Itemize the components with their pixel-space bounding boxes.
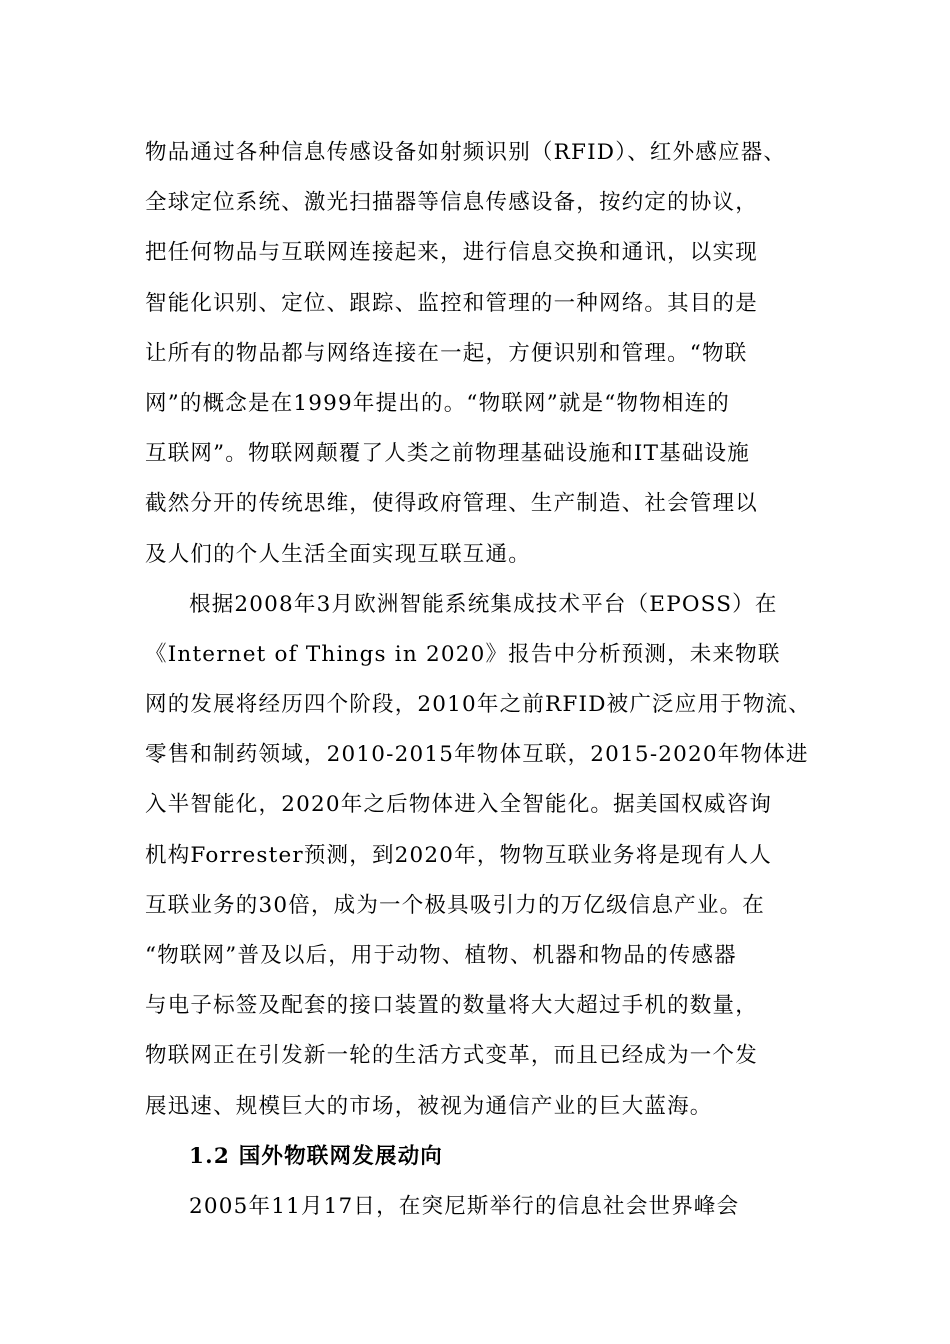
text-line: 物联网正在引发新一轮的生活方式变革，而且已经成为一个发 bbox=[145, 1043, 758, 1069]
text-line: 及人们的个人生活全面实现互联互通。 bbox=[145, 541, 531, 567]
text-line: 截然分开的传统思维，使得政府管理、生产制造、社会管理以 bbox=[145, 491, 758, 517]
text-line: 根据2008年3月欧洲智能系统集成技术平台（EPOSS）在 bbox=[189, 591, 778, 617]
text-line: 物品通过各种信息传感设备如射频识别（RFID）、红外感应器、 bbox=[145, 140, 787, 165]
text-line: 展迅速、规模巨大的市场，被视为通信产业的巨大蓝海。 bbox=[145, 1093, 713, 1119]
text-line: 入半智能化，2020年之后物体进入全智能化。据美国权威咨询 bbox=[145, 792, 773, 818]
paragraph-wsis-summit bbox=[145, 1182, 825, 1232]
text-line: 《Internet of Things in 2020》报告中分析预测，未来物联 bbox=[145, 641, 781, 667]
text-line: 把任何物品与互联网连接起来，进行信息交换和通讯，以实现 bbox=[145, 240, 758, 266]
text-line: 智能化识别、定位、跟踪、监控和管理的一种网络。其目的是 bbox=[145, 290, 758, 316]
text-line: 让所有的物品都与网络连接在一起，方便识别和管理。“物联 bbox=[145, 340, 748, 366]
paragraph-eposs-forecast bbox=[145, 580, 825, 1132]
text-line: 网”的概念是在1999年提出的。“物联网”就是“物物相连的 bbox=[145, 390, 730, 416]
text-line: 机构Forrester预测，到2020年，物物互联业务将是现有人人 bbox=[145, 842, 772, 868]
text-line: 互联网”。物联网颠覆了人类之前物理基础设施和IT基础设施 bbox=[145, 441, 750, 467]
text-line: 互联业务的30倍，成为一个极具吸引力的万亿级信息产业。在 bbox=[145, 892, 765, 918]
section-heading: 1.2 国外物联网发展动向 bbox=[189, 1143, 443, 1169]
text-line: 零售和制药领域，2010-2015年物体互联，2015-2020年物体进 bbox=[145, 742, 809, 768]
text-line: “物联网”普及以后，用于动物、植物、机器和物品的传感器 bbox=[145, 943, 737, 968]
paragraph-iot-definition bbox=[145, 128, 825, 580]
body-text bbox=[145, 128, 825, 1232]
text-line: 网的发展将经历四个阶段，2010年之前RFID被广泛应用于物流、 bbox=[145, 692, 811, 718]
text-line: 2005年11月17日，在突尼斯举行的信息社会世界峰会 bbox=[189, 1193, 740, 1219]
text-line: 全球定位系统、激光扫描器等信息传感设备，按约定的协议， bbox=[145, 190, 758, 216]
text-line: 与电子标签及配套的接口装置的数量将大大超过手机的数量， bbox=[145, 993, 758, 1019]
